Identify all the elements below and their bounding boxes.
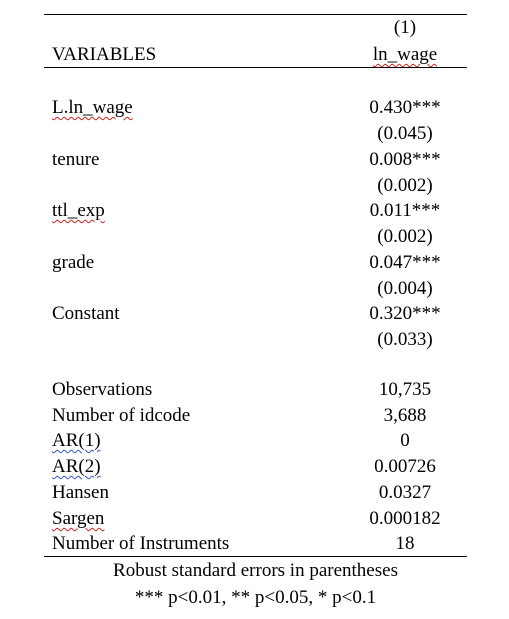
se-ttl-exp: (0.002) [377, 226, 433, 247]
dependent-variable-header [355, 42, 455, 68]
table-note-standard-errors: Robust standard errors in parentheses [113, 560, 398, 581]
stat-label-number-of-idcode-text: Number of idcode [52, 405, 191, 426]
stat-value-ar2: 0.00726 [374, 456, 436, 477]
row-label-ttl-exp-text: ttl_exp [52, 200, 105, 221]
dependent-variable-text: ln_wage [372, 44, 438, 65]
stat-label-number-of-instruments: Number of Instruments [52, 533, 230, 554]
row-label-ttl-exp [52, 198, 105, 224]
row-label-lag-ln-wage-text: L.ln_wage [52, 97, 133, 118]
stat-label-hansen: Hansen [52, 482, 109, 503]
stat-label-ar2 [52, 454, 101, 480]
header-rule [44, 67, 467, 68]
stat-value-ar1: 0 [400, 430, 410, 451]
stat-label-sargen-text: Sargen [52, 508, 105, 529]
coef-ttl-exp: 0.011*** [369, 200, 441, 221]
coef-lag-ln-wage: 0.430*** [369, 97, 441, 118]
stat-value-sargen: 0.000182 [369, 508, 441, 529]
se-constant: (0.033) [377, 329, 433, 350]
stat-label-observations: Observations [52, 379, 153, 400]
coef-grade: 0.047*** [369, 252, 441, 273]
column-number: (1) [393, 17, 417, 38]
coef-constant: 0.320*** [369, 303, 441, 324]
row-label-lag-ln-wage [52, 95, 133, 121]
stat-label-ar1 [52, 428, 101, 454]
table-note-significance: *** p<0.01, ** p<0.05, * p<0.1 [134, 587, 377, 608]
se-lag-ln-wage: (0.045) [377, 123, 433, 144]
row-label-grade: grade [52, 252, 95, 273]
se-grade: (0.004) [377, 278, 433, 299]
stat-value-hansen: 0.0327 [378, 482, 432, 503]
stat-label-ar2-text: AR(2) [52, 456, 101, 477]
stat-value-observations: 10,735 [378, 379, 432, 400]
bottom-rule [44, 556, 467, 557]
se-tenure: (0.002) [377, 175, 433, 196]
stat-value-number-of-idcode: 3,688 [383, 405, 427, 426]
variables-header: VARIABLES [52, 44, 157, 65]
row-label-constant: Constant [52, 303, 120, 324]
stat-value-number-of-instruments: 18 [395, 533, 415, 554]
coef-tenure: 0.008*** [369, 149, 441, 170]
stat-label-sargen [52, 506, 104, 532]
stat-label-ar1-text: AR(1) [52, 430, 101, 451]
stat-label-number-of-idcode [52, 403, 190, 429]
row-label-tenure: tenure [52, 149, 100, 170]
